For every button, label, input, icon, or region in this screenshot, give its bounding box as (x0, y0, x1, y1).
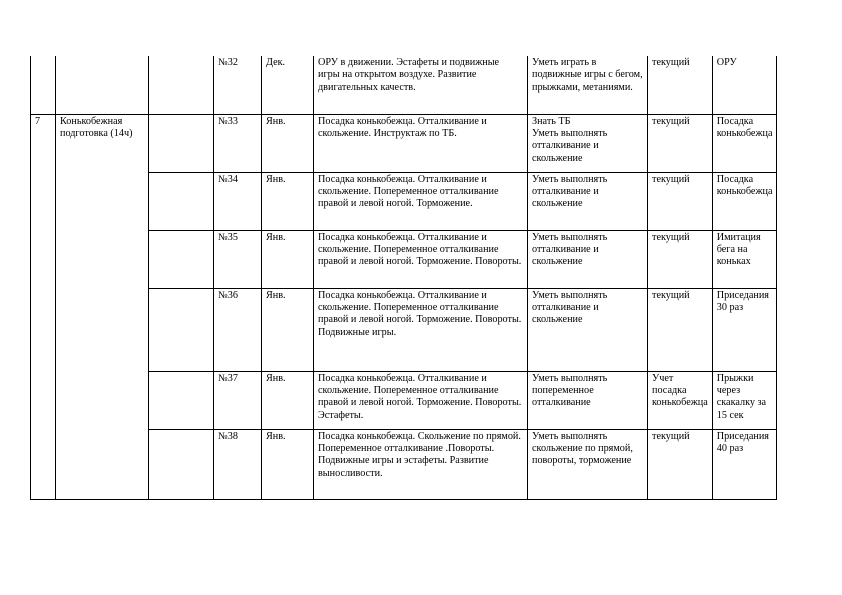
lesson-homework: Приседания 30 раз (716, 289, 769, 313)
lesson-month-cell (262, 371, 314, 429)
lesson-month: Янв. (266, 289, 286, 301)
lesson-month-cell (262, 429, 314, 499)
section-number-cell (31, 56, 56, 114)
lesson-control-type: Учет посадка конькобежца (652, 372, 708, 409)
lesson-homework-cell (712, 56, 777, 114)
section-title: Конькобежная подготовка (14ч) (60, 115, 133, 139)
lesson-control-type: текущий (652, 115, 690, 127)
lesson-control-type: текущий (652, 57, 690, 68)
lesson-content: Посадка конькобежца. Отталкивание и скольжение. Попеременное отталкивание правой и левой ногой. Торможение. (318, 173, 499, 210)
lesson-requirements: Знать ТБ Уметь выполнять отталкивание и скольжение (532, 115, 608, 164)
lesson-requirements: Уметь играть в подвижные игры с бегом, прыжками, метаниями. (532, 57, 643, 93)
lesson-requirements-cell (528, 429, 648, 499)
lesson-homework: Посадка конькобежца (716, 115, 773, 139)
lesson-content-cell (314, 172, 528, 230)
lesson-requirements: Уметь выполнять попеременное отталкивание (532, 372, 608, 409)
lesson-requirements: Уметь выполнять отталкивание и скольжение (532, 289, 608, 326)
lesson-plan-table (30, 56, 777, 500)
lesson-control-type-cell (648, 114, 713, 172)
lesson-month: Янв. (266, 231, 286, 243)
lesson-content: Посадка конькобежца. Отталкивание и скольжение. Попеременное отталкивание правой и левой ногой. Торможение. Повороты. (318, 231, 522, 268)
lesson-homework-cell (712, 230, 777, 288)
lesson-number-cell (214, 114, 262, 172)
lesson-content-cell (314, 114, 528, 172)
lesson-month-cell (262, 114, 314, 172)
table-row (31, 114, 777, 172)
lesson-homework: Имитация бега на коньках (716, 231, 761, 268)
lesson-month: Янв. (266, 372, 286, 384)
lesson-control-type: текущий (652, 430, 690, 442)
lesson-requirements-cell (528, 288, 648, 371)
lesson-control-type-cell (648, 230, 713, 288)
lesson-requirements: Уметь выполнять скольжение по прямой, повороты, торможение (532, 430, 633, 467)
lesson-homework-cell (712, 172, 777, 230)
lesson-number-cell (214, 371, 262, 429)
lesson-number: №33 (218, 115, 238, 127)
empty-cell (149, 288, 214, 371)
lesson-number: №34 (218, 173, 238, 185)
lesson-homework: Прыжки через скакалку за 15 сек (716, 372, 767, 421)
lesson-number: №35 (218, 231, 238, 243)
lesson-control-type: текущий (652, 289, 690, 301)
lesson-month: Янв. (266, 115, 286, 127)
lesson-number: №36 (218, 289, 238, 301)
lesson-month-cell (262, 172, 314, 230)
lesson-content: Посадка конькобежца. Скольжение по прямой. Попеременное отталкивание .Повороты. Подвижные игры и эстафеты. Развитие выносливости. (318, 430, 521, 479)
lesson-homework-cell (712, 288, 777, 371)
lesson-number-cell (214, 288, 262, 371)
lesson-homework: ОРУ (716, 57, 737, 68)
section-number: 7 (35, 115, 41, 127)
lesson-content: Посадка конькобежца. Отталкивание и скольжение. Попеременное отталкивание правой и левой ногой. Торможение. Повороты. Подвижные игры. (318, 289, 522, 338)
lesson-content-cell (314, 230, 528, 288)
lesson-number-cell (214, 172, 262, 230)
empty-cell (149, 371, 214, 429)
lesson-requirements-cell (528, 114, 648, 172)
lesson-homework: Посадка конькобежца (716, 173, 773, 197)
empty-cell (149, 114, 214, 172)
lesson-control-type-cell (648, 288, 713, 371)
lesson-requirements-cell (528, 172, 648, 230)
lesson-homework-cell (712, 114, 777, 172)
lesson-homework: Приседания 40 раз (716, 430, 769, 454)
lesson-control-type-cell (648, 371, 713, 429)
lesson-month-cell (262, 230, 314, 288)
lesson-content-cell (314, 429, 528, 499)
lesson-number-cell (214, 56, 262, 114)
lesson-content: ОРУ в движении. Эстафеты и подвижные игры на открытом воздухе. Развитие двигательных качеств. (318, 57, 500, 93)
lesson-control-type-cell (648, 56, 713, 114)
lesson-requirements-cell (528, 230, 648, 288)
lesson-number: №32 (218, 57, 238, 68)
lesson-month: Дек. (266, 57, 286, 68)
lesson-homework-cell (712, 371, 777, 429)
empty-cell (149, 56, 214, 114)
empty-cell (149, 230, 214, 288)
lesson-requirements-cell (528, 56, 648, 114)
lesson-content: Посадка конькобежца. Отталкивание и скольжение. Инструктаж по ТБ. (318, 115, 487, 139)
lesson-content-cell (314, 288, 528, 371)
lesson-number: №37 (218, 372, 238, 384)
lesson-homework-cell (712, 429, 777, 499)
lesson-number-cell (214, 429, 262, 499)
lesson-control-type-cell (648, 429, 713, 499)
table-row (31, 56, 777, 114)
lesson-month: Янв. (266, 173, 286, 185)
lesson-month-cell (262, 56, 314, 114)
empty-cell (149, 172, 214, 230)
lesson-control-type: текущий (652, 173, 690, 185)
lesson-number-cell (214, 230, 262, 288)
lesson-number: №38 (218, 430, 238, 442)
lesson-requirements: Уметь выполнять отталкивание и скольжение (532, 173, 608, 210)
section-title-cell (56, 114, 149, 499)
lesson-content-cell (314, 371, 528, 429)
section-number-cell (31, 114, 56, 499)
lesson-requirements: Уметь выполнять отталкивание и скольжение (532, 231, 608, 268)
empty-cell (149, 429, 214, 499)
section-title-cell (56, 56, 149, 114)
lesson-month-cell (262, 288, 314, 371)
lesson-control-type: текущий (652, 231, 690, 243)
lesson-month: Янв. (266, 430, 286, 442)
lesson-control-type-cell (648, 172, 713, 230)
lesson-requirements-cell (528, 371, 648, 429)
lesson-content: Посадка конькобежца. Отталкивание и скольжение. Попеременное отталкивание правой и левой ногой. Торможение. Повороты. Эстафеты. (318, 372, 522, 421)
lesson-content-cell (314, 56, 528, 114)
